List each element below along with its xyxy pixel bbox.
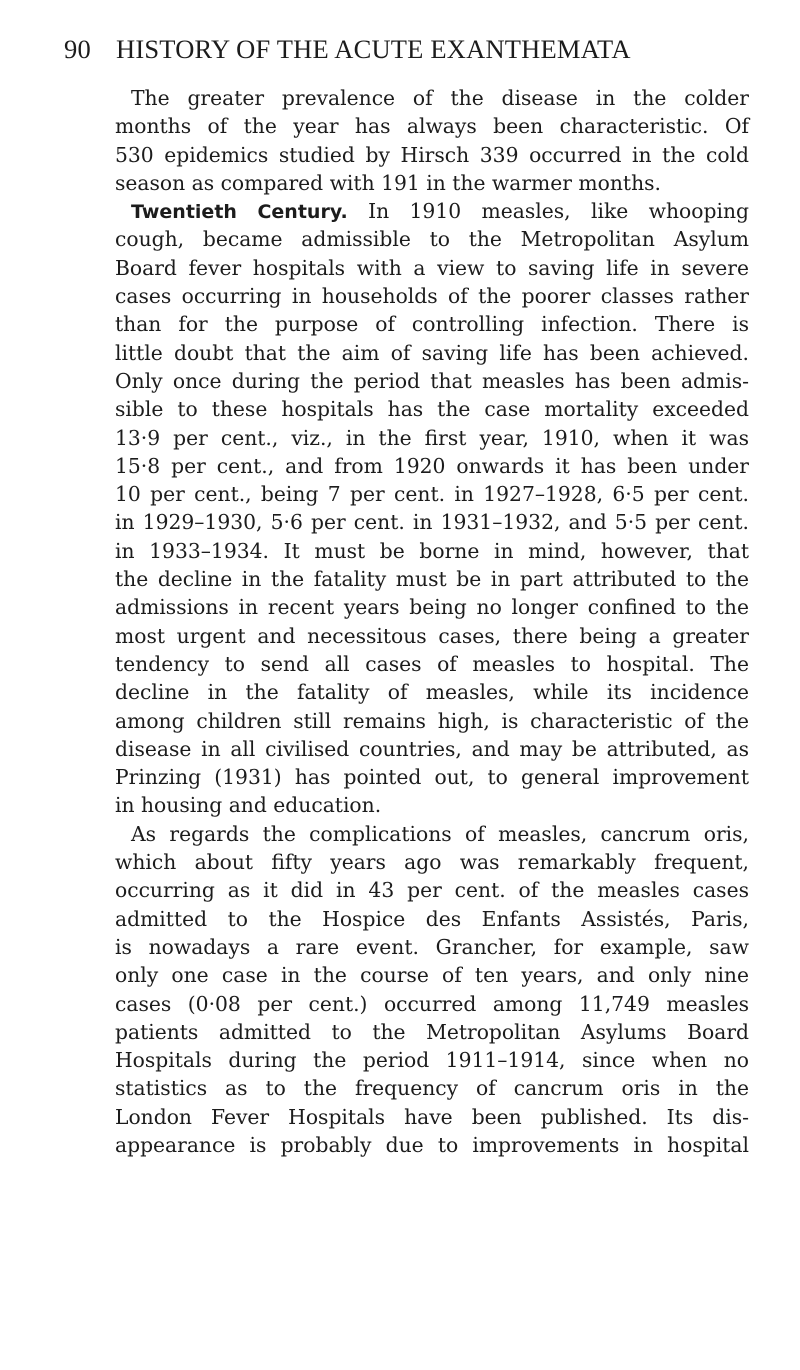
running-title: HISTORY OF THE ACUTE EXANTHEMATA — [116, 34, 631, 64]
text-line: the decline in the fatality must be in part attributed to the — [115, 567, 749, 592]
text-line: Only once during the period that measles has been admis- — [115, 368, 749, 393]
text-line: only one case in the course of ten years, and only nine — [115, 963, 749, 988]
text-line: season as compared with 191 in the warmer months. — [115, 170, 661, 195]
page-number: 90 — [64, 34, 91, 64]
text-line: is nowadays a rare event. Grancher, for example, saw — [115, 934, 749, 959]
text-line: 15·8 per cent., and from 1920 onwards it has been under — [115, 453, 749, 478]
text-run: In 1910 measles, like whooping — [347, 199, 749, 224]
text-line: sible to these hospitals has the case mortality exceeded — [115, 397, 749, 422]
text-line: London Fever Hospitals have been published. Its dis- — [115, 1104, 749, 1129]
text-line: which about fifty years ago was remarkably frequent, — [115, 850, 749, 875]
text-line: 10 per cent., being 7 per cent. in 1927–1928, 6·5 per cent. — [115, 482, 749, 507]
text-line: cough, became admissible to the Metropolitan Asylum — [115, 227, 749, 252]
text-line: Prinzing (1931) has pointed out, to general improvement — [115, 765, 749, 790]
text-line: in housing and education. — [115, 793, 382, 818]
text-line: patients admitted to the Metropolitan Asylums Board — [115, 1019, 749, 1044]
body-text — [115, 84, 749, 1159]
text-line: Board fever hospitals with a view to saving life in severe — [115, 255, 749, 280]
text-line: months of the year has always been characteristic. Of — [115, 114, 749, 139]
text-line: admitted to the Hospice des Enfants Assistés, Paris, — [115, 906, 749, 931]
section-heading: Twentieth Century. — [131, 201, 348, 224]
text-line: decline in the fatality of measles, while its incidence — [115, 680, 749, 705]
text-line: Hospitals during the period 1911–1914, since when no — [115, 1048, 749, 1073]
text-line: in 1933–1934. It must be borne in mind, however, that — [115, 538, 749, 563]
text-line: than for the purpose of controlling infection. There is — [115, 312, 749, 337]
text-line: cases occurring in households of the poorer classes rather — [115, 284, 749, 309]
text-line: disease in all civilised countries, and may be attributed, as — [115, 736, 749, 761]
text-line: admissions in recent years being no longer confined to the — [115, 595, 749, 620]
text-line: 13·9 per cent., viz., in the first year, 1910, when it was — [115, 425, 749, 450]
page-header — [64, 34, 744, 74]
text-line: appearance is probably due to improvements in hospital — [115, 1132, 749, 1157]
text-line: occurring as it did in 43 per cent. of the measles cases — [115, 878, 749, 903]
text-line: tendency to send all cases of measles to hospital. The — [115, 651, 749, 676]
text-line: As regards the complications of measles, cancrum oris, — [131, 821, 749, 846]
text-line: The greater prevalence of the disease in the colder — [131, 86, 749, 110]
text-line: 530 epidemics studied by Hirsch 339 occurred in the cold — [115, 142, 749, 167]
text-line: in 1929–1930, 5·6 per cent. in 1931–1932, and 5·5 per cent. — [115, 510, 749, 535]
text-line: among children still remains high, is characteristic of the — [115, 708, 749, 733]
text-line: most urgent and necessitous cases, there being a greater — [115, 623, 749, 648]
text-line: little doubt that the aim of saving life has been achieved. — [115, 340, 749, 365]
text-line — [115, 197, 749, 225]
text-line: statistics as to the frequency of cancrum oris in the — [115, 1076, 749, 1101]
text-line: cases (0·08 per cent.) occurred among 11,749 measles — [115, 991, 749, 1016]
